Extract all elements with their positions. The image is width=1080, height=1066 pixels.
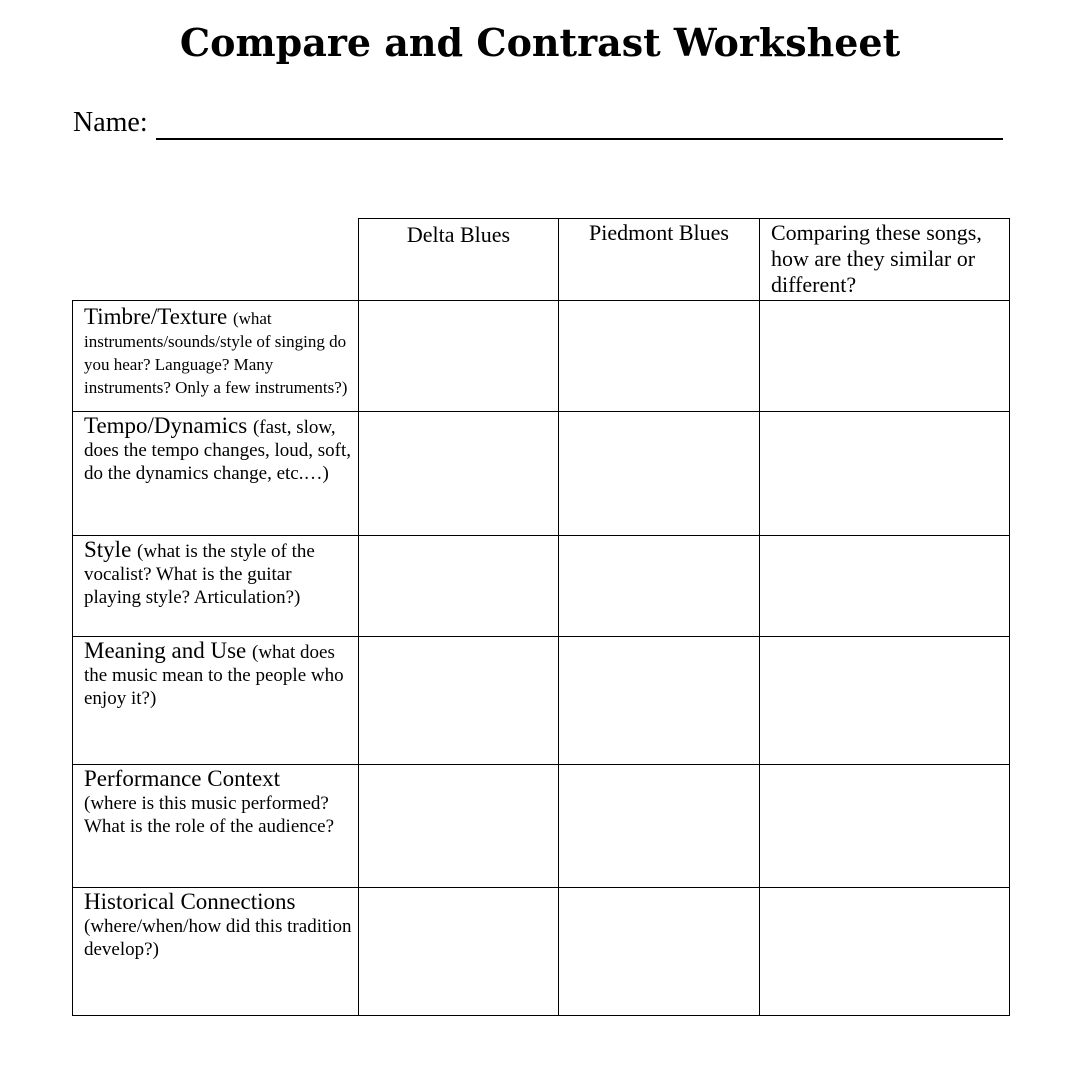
table-border [72,300,73,1016]
worksheet-title: Compare and Contrast Worksheet [179,20,901,65]
answer-cell[interactable] [760,536,1009,636]
row-heading: Historical Connections [84,889,296,914]
row-header-timbre-texture [84,304,352,399]
row-heading: Meaning and Use [84,638,252,663]
column-header-delta-blues: Delta Blues [406,222,511,247]
answer-cell[interactable] [760,765,1009,887]
column-header-piedmont-blues: Piedmont Blues [589,220,729,245]
table-border [358,218,1010,219]
answer-cell[interactable] [760,301,1009,411]
answer-cell[interactable] [760,888,1009,1015]
answer-cell[interactable] [359,301,558,411]
row-description: (what is the style of the vocalist? What is the guitar playing style? Articulation?) [84,541,315,608]
row-header-historical-connections [84,890,352,961]
row-heading: Timbre/Texture [84,304,233,329]
row-heading: Tempo/Dynamics [84,413,253,438]
row-description: (what instruments/sounds/style of singing do you hear? Language? Many instruments? Only a few instruments?) [84,309,348,397]
answer-cell[interactable] [760,637,1009,764]
answer-cell[interactable] [760,412,1009,535]
row-description: (what does the music mean to the people who enjoy it?) [84,642,344,709]
row-header-tempo-dynamics [84,414,352,485]
answer-cell[interactable] [559,888,759,1015]
answer-cell[interactable] [359,888,558,1015]
column-header-comparison: Comparing these songs, how are they similar or different? [771,220,982,297]
name-label: Name: [73,107,148,138]
row-description: (where is this music performed? What is the role of the audience? [84,793,335,837]
answer-cell[interactable] [559,765,759,887]
answer-cell[interactable] [359,637,558,764]
row-header-performance-context [84,767,352,838]
answer-cell[interactable] [559,536,759,636]
answer-cell[interactable] [559,301,759,411]
table-border [1009,218,1010,1016]
answer-cell[interactable] [359,536,558,636]
answer-cell[interactable] [359,412,558,535]
row-heading: Style [84,537,138,562]
answer-cell[interactable] [559,412,759,535]
row-description: (where/when/how did this tradition develop?) [84,916,352,960]
answer-cell[interactable] [559,637,759,764]
table-border [72,1015,1010,1016]
row-description: (fast, slow, does the tempo changes, loud, soft, do the dynamics change, etc.…) [84,417,352,484]
answer-cell[interactable] [359,765,558,887]
row-heading: Performance Context [84,766,281,791]
row-header-style [84,538,352,609]
row-header-meaning-and-use [84,639,352,710]
